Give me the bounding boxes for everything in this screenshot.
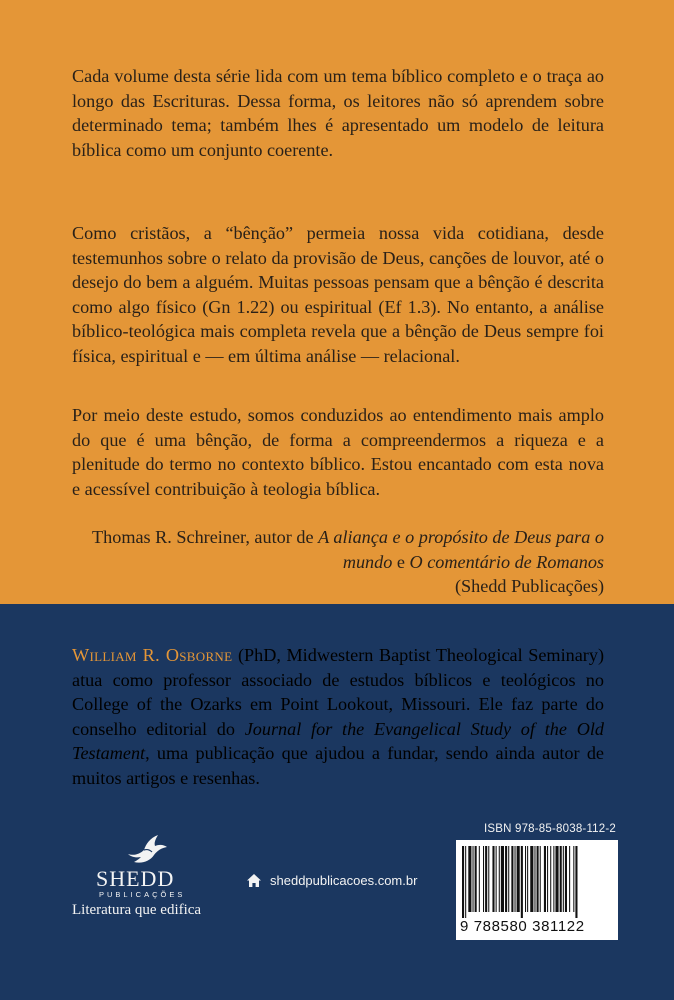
blessing-description-paragraph: Como cristãos, a “bênção” permeia nossa vida cotidiana, desde testemunhos sobre o relato da provisão de Deus, canções de louvor, até o desejo do bem a alguém. Muitas pessoas pensam que a bênção é descrita como algo físico (Gn 1.22) ou espiritual (Ef 1.3). No entanto, a análise bíblico-teológica mais completa revela que a bênção de Deus sempre foi física, espiritual e — em última análise — relacional. — [72, 223, 604, 366]
endorser-book-title-1: A aliança e o propósito de Deus para o mundo — [318, 527, 604, 572]
barcode-bar — [492, 846, 494, 912]
barcode-bar — [517, 846, 520, 912]
website-line — [246, 870, 417, 890]
author-bio-text-1: (PhD, Midwestern Baptist Theological Seminary) atua como professor associado de estudos bíblicos e teológicos no College of the Ozarks em Point Lookout, Missouri. Ele faz parte do conselho editorial do — [72, 645, 605, 739]
barcode-bar — [499, 846, 500, 912]
author-bio — [72, 643, 604, 791]
barcode-bar — [485, 846, 487, 912]
endorser-book-title-2: O comentário de Romanos — [409, 551, 604, 572]
barcode-bar — [473, 846, 474, 912]
publisher-logo — [66, 832, 226, 942]
barcode-bar — [550, 846, 551, 912]
barcode-bar — [508, 846, 509, 912]
barcode-bar — [505, 846, 507, 912]
author-bio-text-2: , uma publicação que ajudou a fundar, sendo ainda autor de muitos artigos e resenhas. — [72, 743, 604, 788]
endorser-publisher: (Shedd Publicações) — [455, 576, 604, 597]
barcode-bar — [547, 846, 548, 912]
publisher-tagline: Literatura que edifica — [72, 902, 202, 918]
website-url: sheddpublicacoes.com.br — [270, 872, 418, 888]
barcode-bar — [569, 846, 570, 912]
endorsement-quote-paragraph: Por meio deste estudo, somos conduzidos ao entendimento mais amplo do que é uma bênção, de forma a compreendermos a riqueza e a plenitude do termo no contexto bíblico. Estou encantado com esta nova e acessível contribuição à teologia bíblica. — [72, 405, 604, 499]
barcode-bar — [465, 846, 466, 918]
publisher-name: SHEDD — [96, 866, 175, 891]
barcode-bar — [488, 846, 489, 912]
journal-title: Journal for the Evangelical Study of the Old Testament — [72, 718, 604, 764]
dove-icon — [124, 832, 168, 866]
series-description-paragraph: Cada volume desta série lida com um tema bíblico completo e o traça ao longo das Escrituras. Dessa forma, os leitores não só aprendem sobre determinado tema; também lhes é apresentado um modelo de leitura bíblica como um conjunto coerente. — [72, 66, 604, 160]
barcode-bar — [560, 846, 562, 912]
barcode-bar — [468, 846, 471, 912]
barcode-bar — [475, 846, 477, 912]
barcode-bar — [544, 846, 546, 912]
barcode-bar — [553, 846, 554, 912]
barcode-bar — [515, 846, 516, 912]
author-name: William R. Osborne — [72, 645, 233, 665]
endorser-prefix: Thomas R. Schreiner, autor de — [92, 527, 319, 547]
barcode-bar — [563, 846, 564, 912]
barcode-bar — [530, 846, 533, 912]
barcode-bar — [537, 846, 539, 912]
barcode-bar — [496, 846, 497, 912]
barcode-bar — [501, 846, 504, 912]
barcode-bars — [456, 840, 618, 918]
barcode-bar — [575, 846, 577, 918]
endorsement-attribution — [72, 525, 604, 599]
barcode-bar — [555, 846, 558, 912]
barcode-bar — [540, 846, 541, 912]
home-icon — [246, 873, 262, 888]
barcode-digits: 9 788580 381122 — [460, 918, 585, 935]
barcode-bar — [527, 846, 528, 912]
barcode-bar — [534, 846, 535, 912]
barcode-bar — [479, 846, 480, 912]
barcode-bar — [565, 846, 567, 912]
barcode-bar — [521, 846, 523, 918]
barcode-bar — [462, 846, 464, 918]
barcode-bar — [483, 846, 484, 912]
barcode-bar — [573, 846, 574, 912]
barcode-bar — [511, 846, 513, 912]
isbn-label: ISBN 978-85-8038-112-2 — [483, 823, 616, 835]
barcode-bar — [525, 846, 526, 912]
endorser-connector: e — [392, 551, 410, 572]
barcode — [456, 840, 618, 940]
publisher-subtitle: PUBLICAÇÕES — [99, 890, 186, 899]
